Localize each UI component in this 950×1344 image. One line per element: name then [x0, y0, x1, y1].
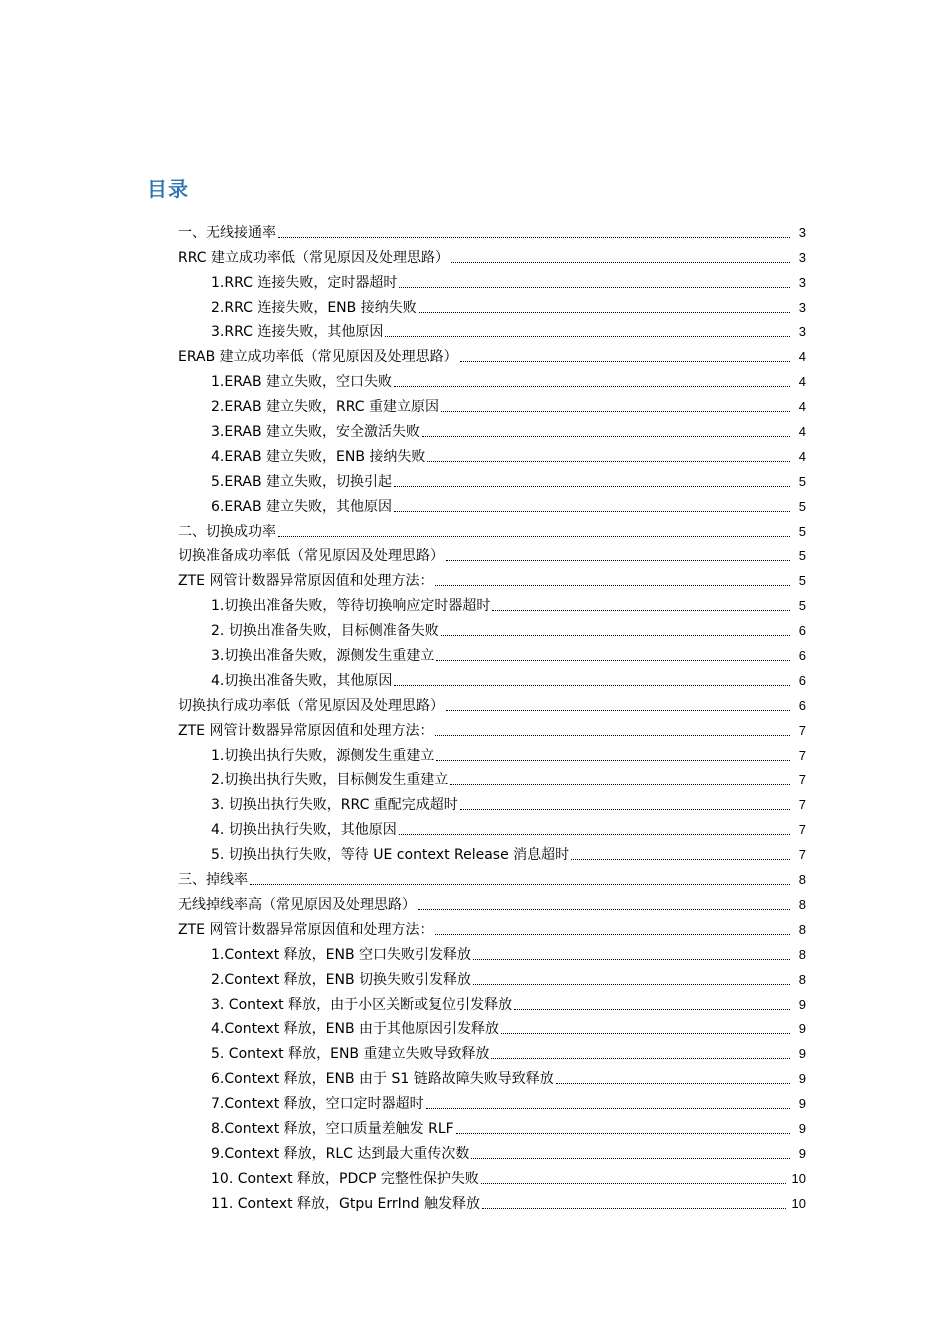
- toc-dot-leader: [471, 1158, 790, 1159]
- toc-page-number: 9: [798, 1071, 806, 1087]
- toc-page-number: 9: [798, 1046, 806, 1062]
- toc-entry-level2[interactable]: [211, 665, 806, 690]
- toc-entry-label: 切换准备成功率低（常见原因及处理思路）: [178, 548, 444, 565]
- toc-entry-level2[interactable]: [211, 1088, 806, 1113]
- toc-entry-level2[interactable]: [211, 839, 806, 864]
- toc-entry-level2[interactable]: [211, 416, 806, 441]
- toc-page-number: 4: [798, 399, 806, 415]
- toc-page-number: 10: [791, 1195, 806, 1211]
- toc-dot-leader: [446, 560, 790, 561]
- toc-entry-label: 1.Context 释放，ENB 空口失败引发释放: [211, 946, 472, 963]
- toc-page-number: 8: [798, 946, 806, 962]
- toc-entry-level2[interactable]: [211, 964, 806, 989]
- toc-entry-label: 4.ERAB 建立失败，ENB 接纳失败: [211, 448, 426, 465]
- toc-page-number: 7: [798, 772, 806, 788]
- toc-entry-level1[interactable]: [178, 242, 806, 267]
- toc-page-number: 6: [798, 672, 806, 688]
- toc-entry-label: 1.RRC 连接失败，定时器超时: [211, 274, 398, 291]
- toc-page-number: 3: [798, 324, 806, 340]
- toc-entry-label: 10. Context 释放，PDCP 完整性保护失败: [211, 1170, 479, 1187]
- toc-list: [0, 217, 950, 1213]
- toc-dot-leader: [426, 1108, 790, 1109]
- toc-entry-level2[interactable]: [211, 615, 806, 640]
- toc-entry-label: 5.ERAB 建立失败，切换引起: [211, 473, 392, 490]
- toc-dot-leader: [450, 784, 790, 785]
- toc-page-number: 6: [798, 697, 806, 713]
- toc-dot-leader: [435, 585, 790, 586]
- toc-entry-level2[interactable]: [211, 1014, 806, 1039]
- toc-entry-level2[interactable]: [211, 441, 806, 466]
- toc-page-number: 5: [798, 498, 806, 514]
- toc-entry-label: 切换执行成功率低（常见原因及处理思路）: [178, 697, 444, 714]
- toc-dot-leader: [250, 884, 790, 885]
- toc-page-number: 5: [798, 573, 806, 589]
- toc-page-number: 8: [798, 921, 806, 937]
- toc-dot-leader: [422, 436, 790, 437]
- toc-entry-level2[interactable]: [211, 814, 806, 839]
- toc-entry-label: 1.切换出执行失败，源侧发生重建立: [211, 747, 435, 764]
- toc-entry-label: 一、无线接通率: [178, 224, 276, 241]
- toc-dot-leader: [473, 984, 790, 985]
- toc-page-number: 3: [798, 224, 806, 240]
- toc-entry-label: 6.ERAB 建立失败，其他原因: [211, 498, 392, 515]
- toc-dot-leader: [399, 287, 790, 288]
- toc-page-number: 9: [798, 1096, 806, 1112]
- toc-entry-label: ERAB 建立成功率低（常见原因及处理思路）: [178, 349, 458, 366]
- toc-entry-label: ZTE 网管计数器异常原因值和处理方法：: [178, 722, 434, 739]
- toc-page-number: 7: [798, 822, 806, 838]
- toc-dot-leader: [418, 909, 790, 910]
- toc-entry-label: 1.ERAB 建立失败，空口失败: [211, 374, 392, 391]
- toc-entry-label: 3. 切换出执行失败，RRC 重配完成超时: [211, 797, 458, 814]
- toc-dot-leader: [435, 735, 790, 736]
- toc-page-number: 4: [798, 424, 806, 440]
- toc-dot-leader: [571, 859, 790, 860]
- toc-entry-label: 9.Context 释放，RLC 达到最大重传次数: [211, 1145, 470, 1162]
- toc-entry-level1[interactable]: [178, 541, 806, 566]
- toc-entry-label: RRC 建立成功率低（常见原因及处理思路）: [178, 249, 449, 266]
- toc-entry-label: 3.切换出准备失败，源侧发生重建立: [211, 648, 435, 665]
- toc-dot-leader: [436, 660, 790, 661]
- toc-entry-label: 2.ERAB 建立失败，RRC 重建立原因: [211, 399, 439, 416]
- toc-page-number: 7: [798, 722, 806, 738]
- toc-page-number: 5: [798, 473, 806, 489]
- toc-dot-leader: [481, 1183, 786, 1184]
- toc-entry-label: 5. 切换出执行失败，等待 UE context Release 消息超时: [211, 847, 570, 864]
- toc-entry-level2[interactable]: [211, 1113, 806, 1138]
- toc-page-number: 5: [798, 598, 806, 614]
- toc-entry-level2[interactable]: [211, 1038, 806, 1063]
- toc-dot-leader: [399, 834, 790, 835]
- toc-dot-leader: [491, 1058, 790, 1059]
- toc-entry-label: 二、切换成功率: [178, 523, 276, 540]
- toc-entry-level1[interactable]: [178, 565, 806, 590]
- toc-entry-level2[interactable]: [211, 267, 806, 292]
- toc-dot-leader: [394, 511, 790, 512]
- toc-dot-leader: [394, 386, 790, 387]
- toc-dot-leader: [451, 262, 790, 263]
- toc-entry-label: 7.Context 释放，空口定时器超时: [211, 1096, 424, 1113]
- toc-page-number: 5: [798, 523, 806, 539]
- toc-dot-leader: [492, 610, 790, 611]
- toc-entry-label: ZTE 网管计数器异常原因值和处理方法：: [178, 921, 434, 938]
- toc-dot-leader: [460, 809, 790, 810]
- toc-entry-label: 三、掉线率: [178, 872, 248, 889]
- toc-entry-level2[interactable]: [211, 391, 806, 416]
- toc-entry-level1[interactable]: [178, 889, 806, 914]
- toc-entry-label: 5. Context 释放，ENB 重建立失败导致释放: [211, 1046, 490, 1063]
- toc-entry-level2[interactable]: [211, 640, 806, 665]
- toc-dot-leader: [514, 1009, 790, 1010]
- toc-entry-label: 2.RRC 连接失败，ENB 接纳失败: [211, 299, 417, 316]
- toc-entry-level1[interactable]: [178, 341, 806, 366]
- toc-entry-label: 1.切换出准备失败，等待切换响应定时器超时: [211, 598, 491, 615]
- toc-entry-level1[interactable]: [178, 864, 806, 889]
- toc-dot-leader: [441, 635, 790, 636]
- toc-entry-level2[interactable]: [211, 292, 806, 317]
- toc-page-number: 4: [798, 374, 806, 390]
- toc-entry-label: 2. 切换出准备失败，目标侧准备失败: [211, 623, 439, 640]
- toc-entry-level2[interactable]: [211, 1163, 806, 1188]
- toc-entry-level2[interactable]: [211, 590, 806, 615]
- toc-entry-level2[interactable]: [211, 317, 806, 342]
- toc-page-number: 3: [798, 299, 806, 315]
- toc-entry-label: 6.Context 释放，ENB 由于 S1 链路故障失败导致释放: [211, 1071, 554, 1088]
- toc-entry-label: 2.切换出执行失败，目标侧发生重建立: [211, 772, 449, 789]
- toc-entry-label: 4. 切换出执行失败，其他原因: [211, 822, 397, 839]
- toc-page-number: 7: [798, 747, 806, 763]
- toc-entry-label: 3. Context 释放，由于小区关断或复位引发释放: [211, 996, 513, 1013]
- toc-dot-leader: [394, 685, 790, 686]
- toc-page-number: 8: [798, 872, 806, 888]
- toc-entry-level2[interactable]: [211, 765, 806, 790]
- toc-entry-label: 4.Context 释放，ENB 由于其他原因引发释放: [211, 1021, 500, 1038]
- toc-page-number: 8: [798, 896, 806, 912]
- toc-entry-level2[interactable]: [211, 1063, 806, 1088]
- toc-page-number: 4: [798, 448, 806, 464]
- toc-dot-leader: [394, 486, 790, 487]
- toc-dot-leader: [436, 760, 790, 761]
- toc-entry-level2[interactable]: [211, 466, 806, 491]
- toc-dot-leader: [435, 934, 790, 935]
- toc-page-number: 4: [798, 349, 806, 365]
- toc-dot-leader: [482, 1208, 786, 1209]
- toc-dot-leader: [460, 361, 790, 362]
- toc-page-number: 9: [798, 1145, 806, 1161]
- toc-entry-level2[interactable]: [211, 939, 806, 964]
- toc-dot-leader: [278, 536, 790, 537]
- toc-entry-level2[interactable]: [211, 1138, 806, 1163]
- toc-dot-leader: [278, 237, 790, 238]
- toc-page-number: 7: [798, 847, 806, 863]
- toc-page-number: 3: [798, 274, 806, 290]
- toc-entry-label: 2.Context 释放，ENB 切换失败引发释放: [211, 971, 472, 988]
- toc-dot-leader: [419, 312, 790, 313]
- toc-dot-leader: [473, 959, 790, 960]
- toc-dot-leader: [446, 710, 790, 711]
- toc-entry-level1[interactable]: [178, 914, 806, 939]
- toc-entry-level1[interactable]: [178, 516, 806, 541]
- toc-entry-level2[interactable]: [211, 740, 806, 765]
- toc-entry-label: 3.RRC 连接失败，其他原因: [211, 324, 384, 341]
- toc-entry-label: 3.ERAB 建立失败，安全激活失败: [211, 424, 420, 441]
- toc-entry-level2[interactable]: [211, 1188, 806, 1213]
- toc-entry-level2[interactable]: [211, 789, 806, 814]
- toc-entry-level1[interactable]: [178, 217, 806, 242]
- toc-entry-level1[interactable]: [178, 690, 806, 715]
- toc-dot-leader: [441, 411, 790, 412]
- toc-entry-label: 8.Context 释放，空口质量差触发 RLF: [211, 1120, 454, 1137]
- toc-page-number: 7: [798, 797, 806, 813]
- toc-dot-leader: [556, 1083, 790, 1084]
- toc-dot-leader: [501, 1033, 790, 1034]
- toc-page-number: 9: [798, 1021, 806, 1037]
- toc-dot-leader: [385, 336, 790, 337]
- toc-entry-level2[interactable]: [211, 491, 806, 516]
- toc-entry-label: ZTE 网管计数器异常原因值和处理方法：: [178, 573, 434, 590]
- toc-page-number: 8: [798, 971, 806, 987]
- toc-entry-label: 11. Context 释放，Gtpu ErrInd 触发释放: [211, 1195, 481, 1212]
- toc-entry-level1[interactable]: [178, 715, 806, 740]
- toc-page-number: 3: [798, 249, 806, 265]
- toc-dot-leader: [456, 1133, 790, 1134]
- toc-page-number: 9: [798, 996, 806, 1012]
- toc-page-number: 5: [798, 548, 806, 564]
- toc-page-number: 6: [798, 623, 806, 639]
- toc-page-number: 10: [791, 1170, 806, 1186]
- toc-entry-level2[interactable]: [211, 989, 806, 1014]
- toc-entry-label: 4.切换出准备失败，其他原因: [211, 672, 393, 689]
- toc-entry-level2[interactable]: [211, 366, 806, 391]
- toc-entry-label: 无线掉线率高（常见原因及处理思路）: [178, 896, 416, 913]
- toc-dot-leader: [427, 461, 790, 462]
- toc-page-number: 6: [798, 648, 806, 664]
- toc-page-number: 9: [798, 1120, 806, 1136]
- toc-title: 目录: [147, 177, 189, 201]
